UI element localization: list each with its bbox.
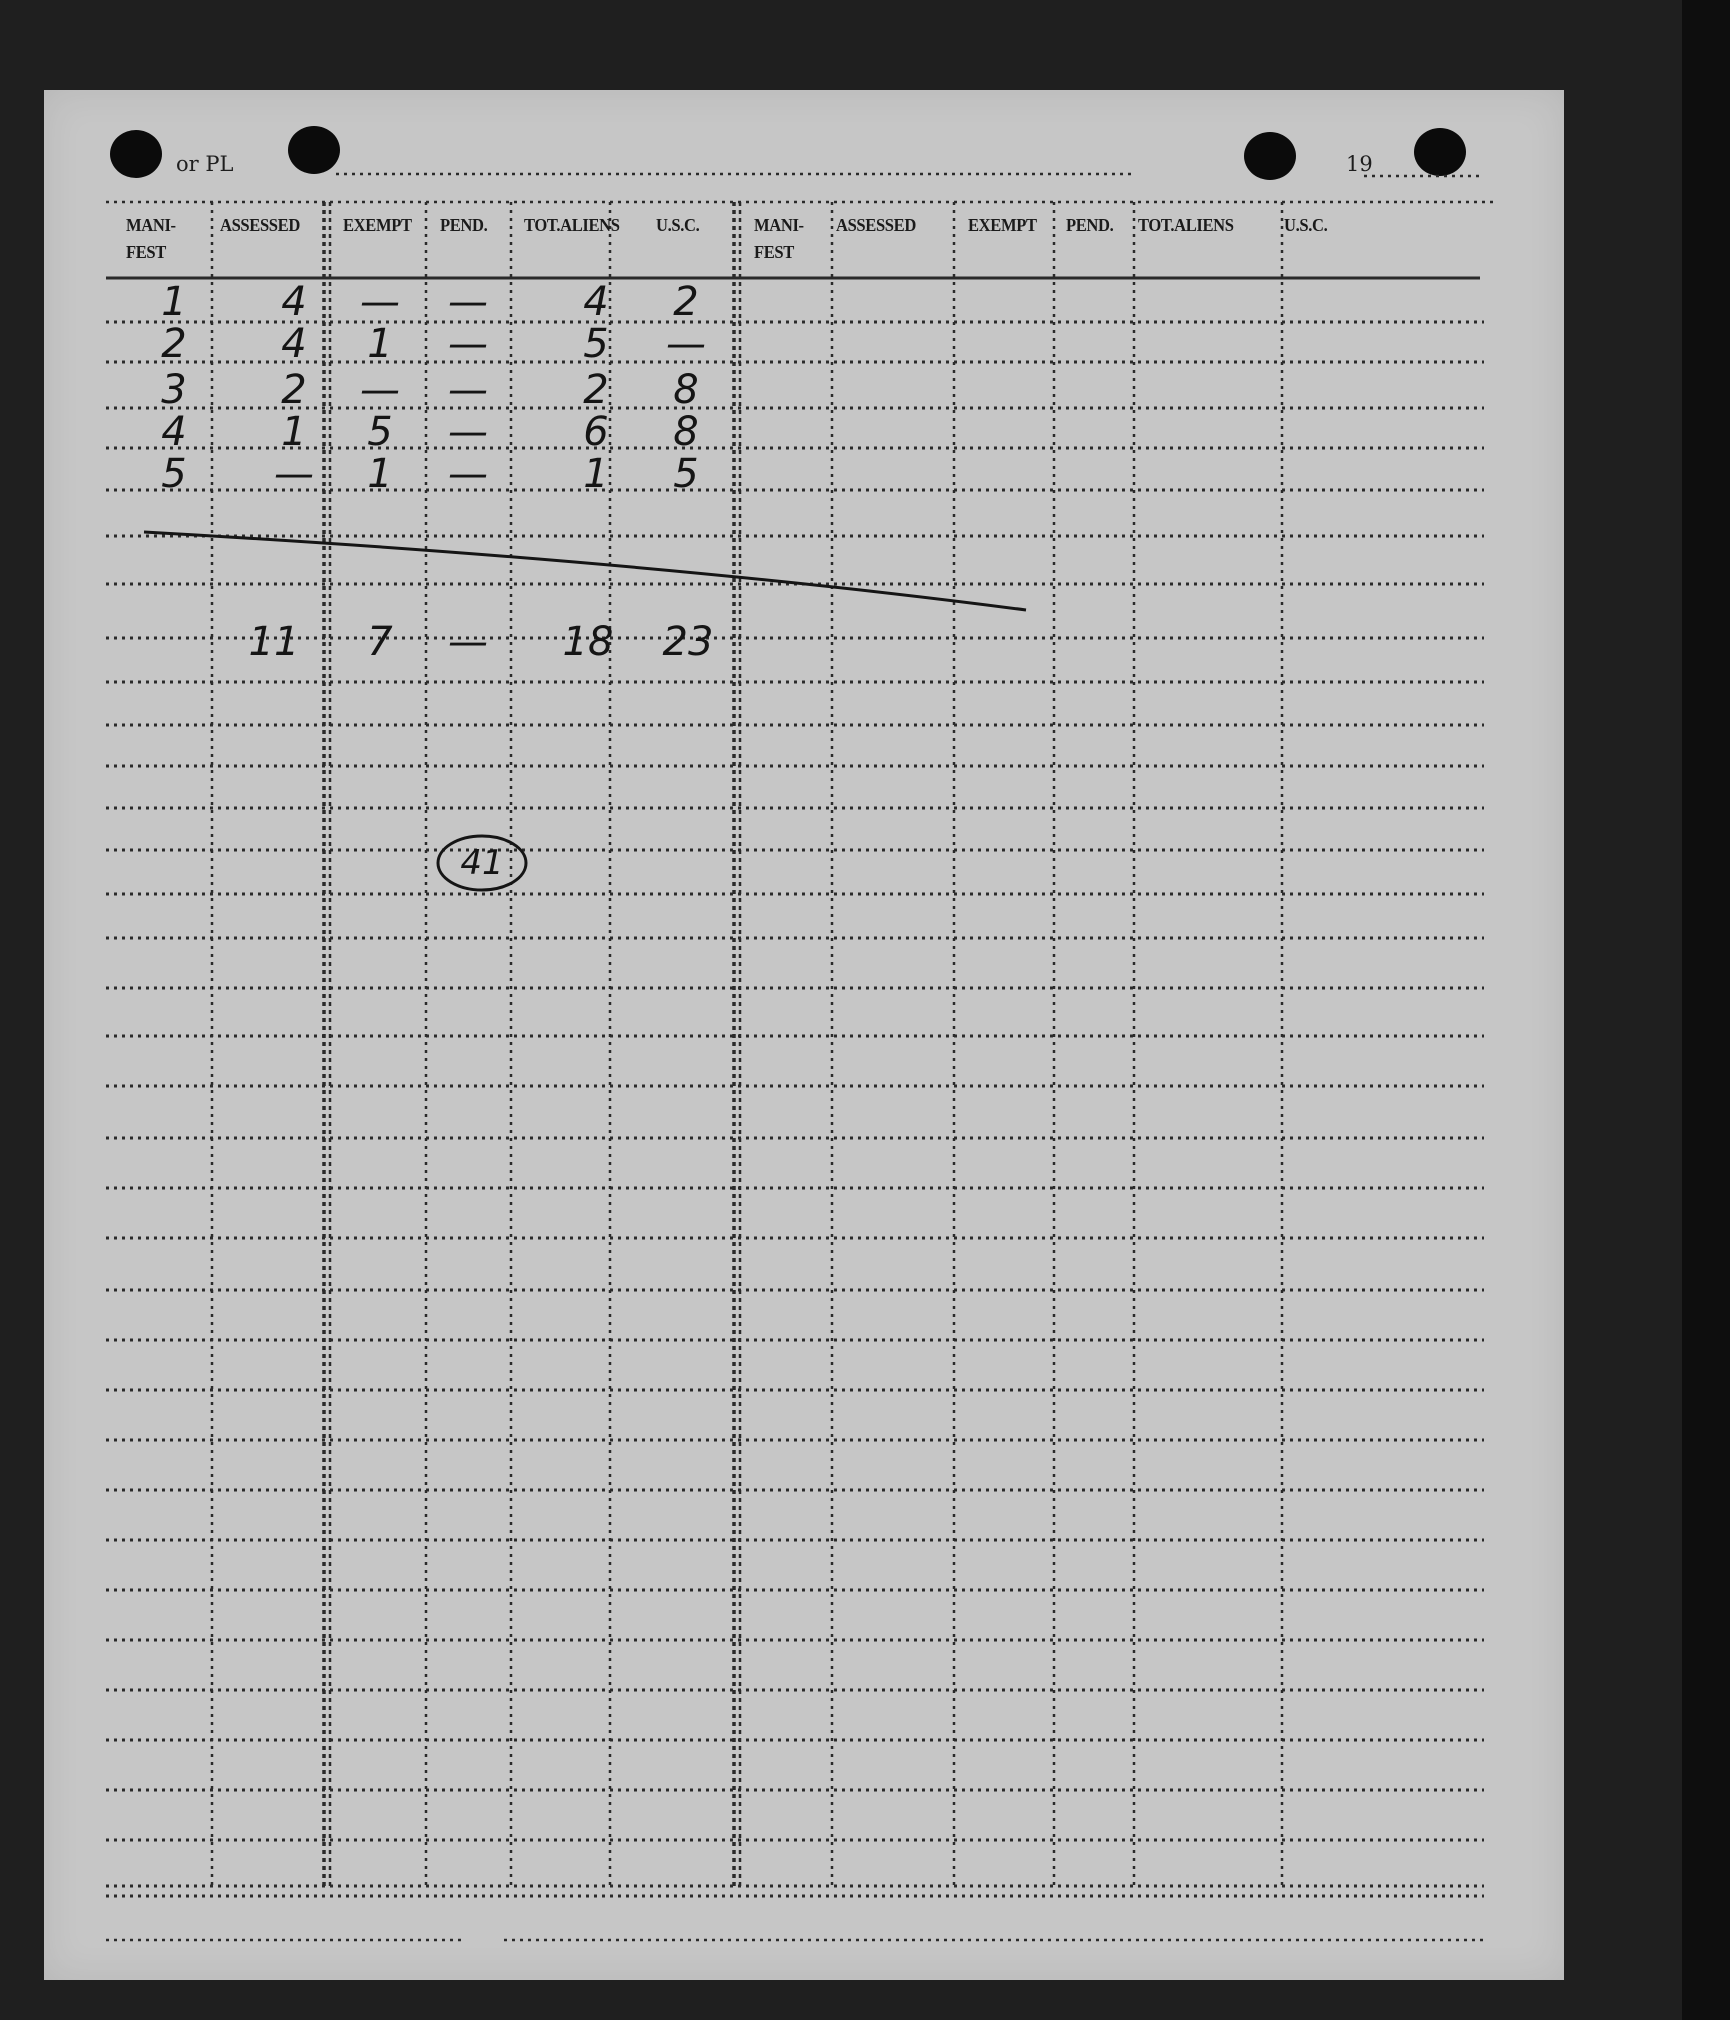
header-right-pend: PEND. xyxy=(1066,215,1114,235)
scan-edge xyxy=(1682,0,1730,2020)
header-left-usc: U.S.C. xyxy=(656,215,700,235)
header-left-pend: PEND. xyxy=(440,215,488,235)
entry-cell: 1 xyxy=(367,321,393,367)
total-cell: 23 xyxy=(662,619,714,665)
total-cell: — xyxy=(448,619,488,665)
total-cell: 18 xyxy=(562,619,614,665)
entry-cell: — xyxy=(360,367,400,413)
header-left-tot-aliens: TOT.ALIENS xyxy=(524,215,620,235)
entry-cell: 5 xyxy=(673,451,699,497)
entry-cell: 4 xyxy=(281,321,307,367)
entry-cell: 6 xyxy=(583,409,609,455)
entry-cell: 5 xyxy=(367,409,393,455)
form-top-label: or PL xyxy=(176,152,234,176)
handwritten-underline xyxy=(144,532,1026,610)
header-left-assessed: ASSESSED xyxy=(220,215,300,235)
entry-cell: 2 xyxy=(673,279,699,325)
entry-cell: 8 xyxy=(673,367,699,413)
entry-cell: 5 xyxy=(583,321,609,367)
entry-cell: 4 xyxy=(281,279,307,325)
entry-cell: — xyxy=(666,321,706,367)
entry-cell: 8 xyxy=(673,409,699,455)
header-right-usc: U.S.C. xyxy=(1284,215,1328,235)
entry-cell: 1 xyxy=(583,451,609,497)
entry-cell: — xyxy=(360,279,400,325)
header-right-manifest: MANI- FEST xyxy=(754,215,804,262)
entry-cell: — xyxy=(448,409,488,455)
entry-cell: 2 xyxy=(583,367,609,413)
circled-total: 41 xyxy=(460,843,504,883)
entry-cell: 4 xyxy=(583,279,609,325)
header-right-assessed: ASSESSED xyxy=(836,215,916,235)
entry-cell: 3 xyxy=(161,367,187,413)
entry-cell: 1 xyxy=(281,409,307,455)
entry-cell: — xyxy=(448,451,488,497)
entry-cell: 2 xyxy=(281,367,307,413)
header-right-exempt: EXEMPT xyxy=(968,215,1037,235)
form-year-label: 19 xyxy=(1346,152,1373,176)
entry-cell: — xyxy=(448,367,488,413)
form-sheet xyxy=(44,90,1564,1980)
total-cell: 7 xyxy=(367,619,393,665)
entry-cell: 2 xyxy=(161,321,187,367)
entry-cell: — xyxy=(274,451,314,497)
entry-cell: 1 xyxy=(161,279,187,325)
entry-cell: 1 xyxy=(367,451,393,497)
entry-cell: — xyxy=(448,279,488,325)
entry-cell: 4 xyxy=(161,409,187,455)
ruled-grid xyxy=(44,90,1564,1980)
total-cell: 11 xyxy=(248,619,300,665)
header-left-manifest: MANI- FEST xyxy=(126,215,176,262)
header-right-tot-aliens: TOT.ALIENS xyxy=(1138,215,1234,235)
header-left-exempt: EXEMPT xyxy=(343,215,412,235)
entry-cell: 5 xyxy=(161,451,187,497)
entry-cell: — xyxy=(448,321,488,367)
